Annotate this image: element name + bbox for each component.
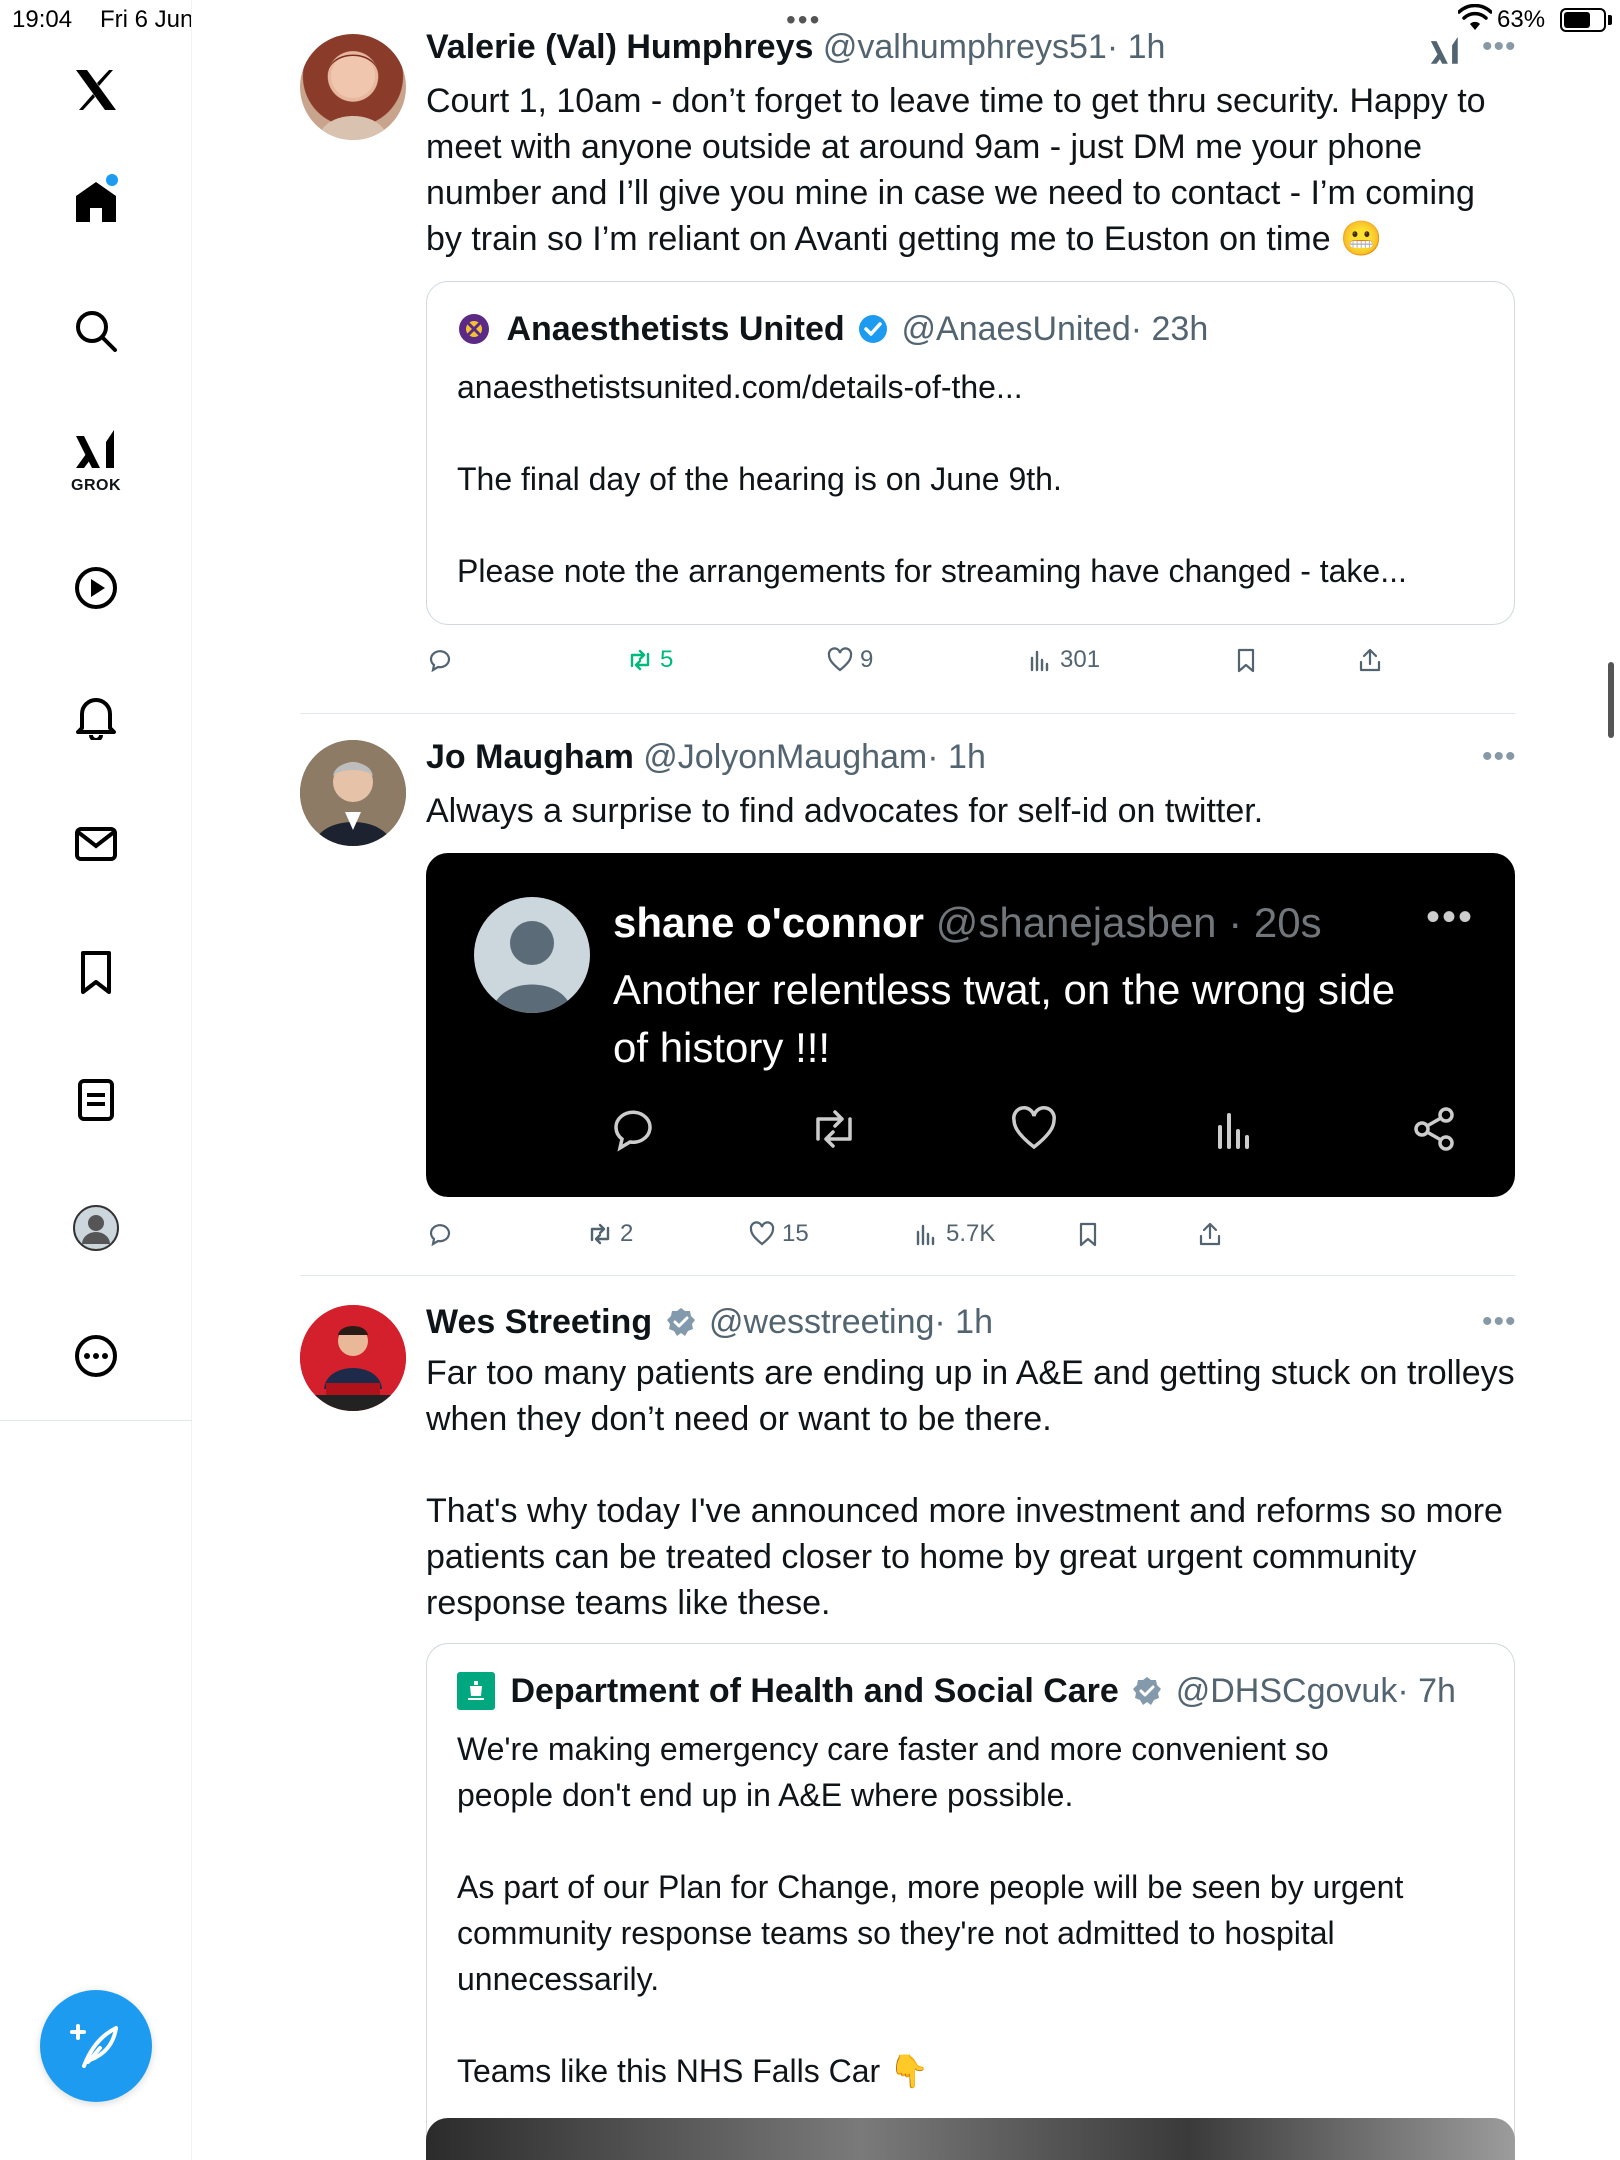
heart-icon: [748, 1220, 776, 1248]
share-button[interactable]: [1356, 646, 1384, 674]
battery-nub: [1608, 15, 1612, 25]
sidebar-item-notifications[interactable]: [56, 676, 136, 756]
tweet-header: [426, 28, 1165, 67]
battery-percent: 63%: [1497, 6, 1546, 33]
repost-button[interactable]: [626, 646, 673, 674]
share-button[interactable]: [1196, 1220, 1224, 1248]
tweet-header: [426, 738, 986, 777]
status-date: Fri 6 Jun: [100, 6, 194, 33]
image-author-handle: @shanejasben · 20s: [935, 899, 1322, 946]
like-button[interactable]: [826, 646, 873, 674]
quote-author-handle: @AnaesUnited: [901, 310, 1131, 348]
views-chart-icon: [912, 1220, 940, 1248]
repost-icon: [586, 1220, 614, 1248]
quoted-tweet[interactable]: [426, 281, 1515, 625]
like-count: 9: [860, 646, 874, 673]
quote-text: anaesthetistsunited.com/details-of-the... The final day of the hearing is on June 9th. Please note the arrangements for streaming have changed - take...: [457, 369, 1407, 589]
share-icon: [1356, 646, 1384, 674]
repost-count: 5: [660, 646, 674, 673]
quote-author-handle: @DHSCgovuk: [1175, 1672, 1398, 1710]
play-icon: [72, 564, 120, 612]
multitask-dots-icon[interactable]: •••: [786, 4, 822, 35]
status-time: 19:04: [12, 6, 73, 33]
verified-badge-icon: [858, 314, 888, 344]
bookmark-icon: [72, 948, 120, 996]
tweet-time[interactable]: · 1h: [934, 1303, 993, 1341]
quote-header: [457, 1672, 1456, 1711]
reply-button[interactable]: [426, 1220, 454, 1248]
profile-avatar-icon: [72, 1204, 120, 1252]
image-author-name: shane o'connor: [613, 899, 925, 946]
author-handle[interactable]: @valhumphreys51: [822, 28, 1107, 66]
sidebar-item-messages[interactable]: [56, 804, 136, 884]
tweet-text: Always a surprise to find advocates for self-id on twitter.: [426, 792, 1264, 830]
avatar[interactable]: [300, 1305, 406, 1411]
more-options-icon[interactable]: •••: [1482, 1305, 1517, 1338]
image-text: Another relentless twat, on the wrong side of history !!!: [613, 966, 1396, 1071]
gov-crest-icon: [457, 1672, 495, 1710]
repost-count: 2: [620, 1220, 634, 1247]
default-avatar-icon: [474, 897, 590, 1013]
heart-icon: [826, 646, 854, 674]
bell-icon: [72, 692, 120, 740]
reply-icon: [426, 646, 454, 674]
tweet-text: Far too many patients are ending up in A&E and getting stuck on trolleys when they don’t need or want to be there. That's why today I've announced more investment and reforms so more patients can be treated closer to home by great urgent community response teams like these.: [426, 1354, 1515, 1622]
bookmark-icon: [1074, 1220, 1102, 1248]
reply-button[interactable]: [426, 646, 454, 674]
verified-gray-badge-icon: [666, 1307, 696, 1337]
image-heart-icon: [1008, 1103, 1060, 1155]
repost-button[interactable]: [586, 1220, 633, 1248]
image-avatar: [474, 897, 590, 1013]
quote-time: · 7h: [1397, 1672, 1456, 1710]
wifi-icon: [1458, 4, 1492, 32]
tweet-actions: [426, 1220, 1515, 1260]
avatar-portrait: [300, 1305, 406, 1411]
quote-header: [457, 310, 1208, 349]
author-handle[interactable]: @JolyonMaugham: [643, 738, 928, 776]
views-button[interactable]: [1026, 646, 1100, 674]
tweet-header: [426, 1303, 993, 1342]
sidebar-item-lists[interactable]: [56, 1060, 136, 1140]
author-name[interactable]: Jo Maugham: [426, 738, 634, 776]
more-options-icon[interactable]: •••: [1482, 740, 1517, 773]
bookmark-button[interactable]: [1074, 1220, 1102, 1248]
bookmark-button[interactable]: [1232, 646, 1260, 674]
views-count: 5.7K: [946, 1220, 996, 1247]
sidebar-item-more[interactable]: [56, 1316, 136, 1396]
tweet-divider: [300, 1275, 1515, 1276]
home-notification-dot: [106, 174, 118, 186]
sidebar-item-bookmarks[interactable]: [56, 932, 136, 1012]
mail-icon: [72, 820, 120, 868]
tweet-divider: [300, 713, 1515, 714]
avatar[interactable]: [300, 740, 406, 846]
battery-icon: [1560, 8, 1606, 32]
x-logo-icon[interactable]: [56, 50, 136, 130]
grok-explain-icon[interactable]: [1428, 34, 1462, 68]
search-icon: [72, 307, 120, 355]
quoted-tweet[interactable]: [426, 1643, 1515, 2160]
image-repost-icon: [808, 1103, 860, 1155]
author-name[interactable]: Wes Streeting: [426, 1303, 653, 1341]
author-handle[interactable]: @wesstreeting: [709, 1303, 935, 1341]
anaesthetists-logo-icon: [457, 312, 491, 346]
sidebar-item-search[interactable]: [56, 291, 136, 371]
compose-button[interactable]: [40, 1990, 152, 2102]
views-button[interactable]: [912, 1220, 995, 1248]
list-icon: [72, 1076, 120, 1124]
tweet-image[interactable]: [426, 853, 1515, 1197]
sidebar-item-video[interactable]: [56, 548, 136, 628]
share-icon: [1196, 1220, 1224, 1248]
bookmark-icon: [1232, 646, 1260, 674]
like-button[interactable]: [748, 1220, 809, 1248]
tweet-time[interactable]: · 1h: [1106, 28, 1166, 66]
views-count: 301: [1060, 646, 1101, 673]
x-logo-svg: [72, 66, 120, 114]
scrollbar[interactable]: [1608, 662, 1614, 738]
image-reply-icon: [608, 1103, 660, 1155]
avatar[interactable]: [300, 34, 406, 140]
sidebar-item-profile[interactable]: [56, 1188, 136, 1268]
tweet-actions: [426, 646, 1515, 686]
quote-time: · 23h: [1130, 310, 1209, 348]
more-options-icon[interactable]: •••: [1482, 30, 1517, 63]
avatar-portrait: [300, 34, 406, 140]
image-header: [613, 899, 1322, 947]
tweet-text: Court 1, 10am - don’t forget to leave time to get thru security. Happy to meet with anyone outside at around 9am - just DM me your phone number and I’ll give you mine in case we need to contact - I’m coming by train so I’m reliant on Avanti getting me to Euston on time 😬: [426, 82, 1486, 258]
quoted-media-image[interactable]: [426, 2118, 1515, 2160]
verified-gray-badge-icon: [1132, 1676, 1162, 1706]
quote-author-name: Department of Health and Social Care: [510, 1672, 1119, 1710]
views-chart-icon: [1026, 646, 1054, 674]
like-count: 15: [782, 1220, 809, 1247]
image-views-icon: [1208, 1103, 1260, 1155]
author-name[interactable]: Valerie (Val) Humphreys: [426, 28, 814, 66]
image-more-icon: •••: [1426, 895, 1475, 939]
sidebar-item-home[interactable]: [56, 162, 136, 242]
sidebar-nav: [0, 0, 192, 2160]
quote-text: We're making emergency care faster and more convenient so people don't end up in A&E where possible. As part of our Plan for Change, more people will be seen by urgent community response teams so they're not admitted to hospital unnecessarily. Teams like this NHS Falls Car 👇: [457, 1731, 1404, 2089]
grok-icon: [72, 426, 120, 474]
grok-label: GROK: [71, 477, 121, 494]
compose-feather-icon: [70, 2020, 122, 2072]
repost-icon: [626, 646, 654, 674]
tweet-time[interactable]: · 1h: [927, 738, 986, 776]
avatar-portrait: [300, 740, 406, 846]
quote-author-name: Anaesthetists United: [506, 310, 845, 348]
reply-icon: [426, 1220, 454, 1248]
image-share-icon: [1408, 1103, 1460, 1155]
sidebar-divider: [0, 1420, 192, 1421]
more-circle-icon: [72, 1332, 120, 1380]
